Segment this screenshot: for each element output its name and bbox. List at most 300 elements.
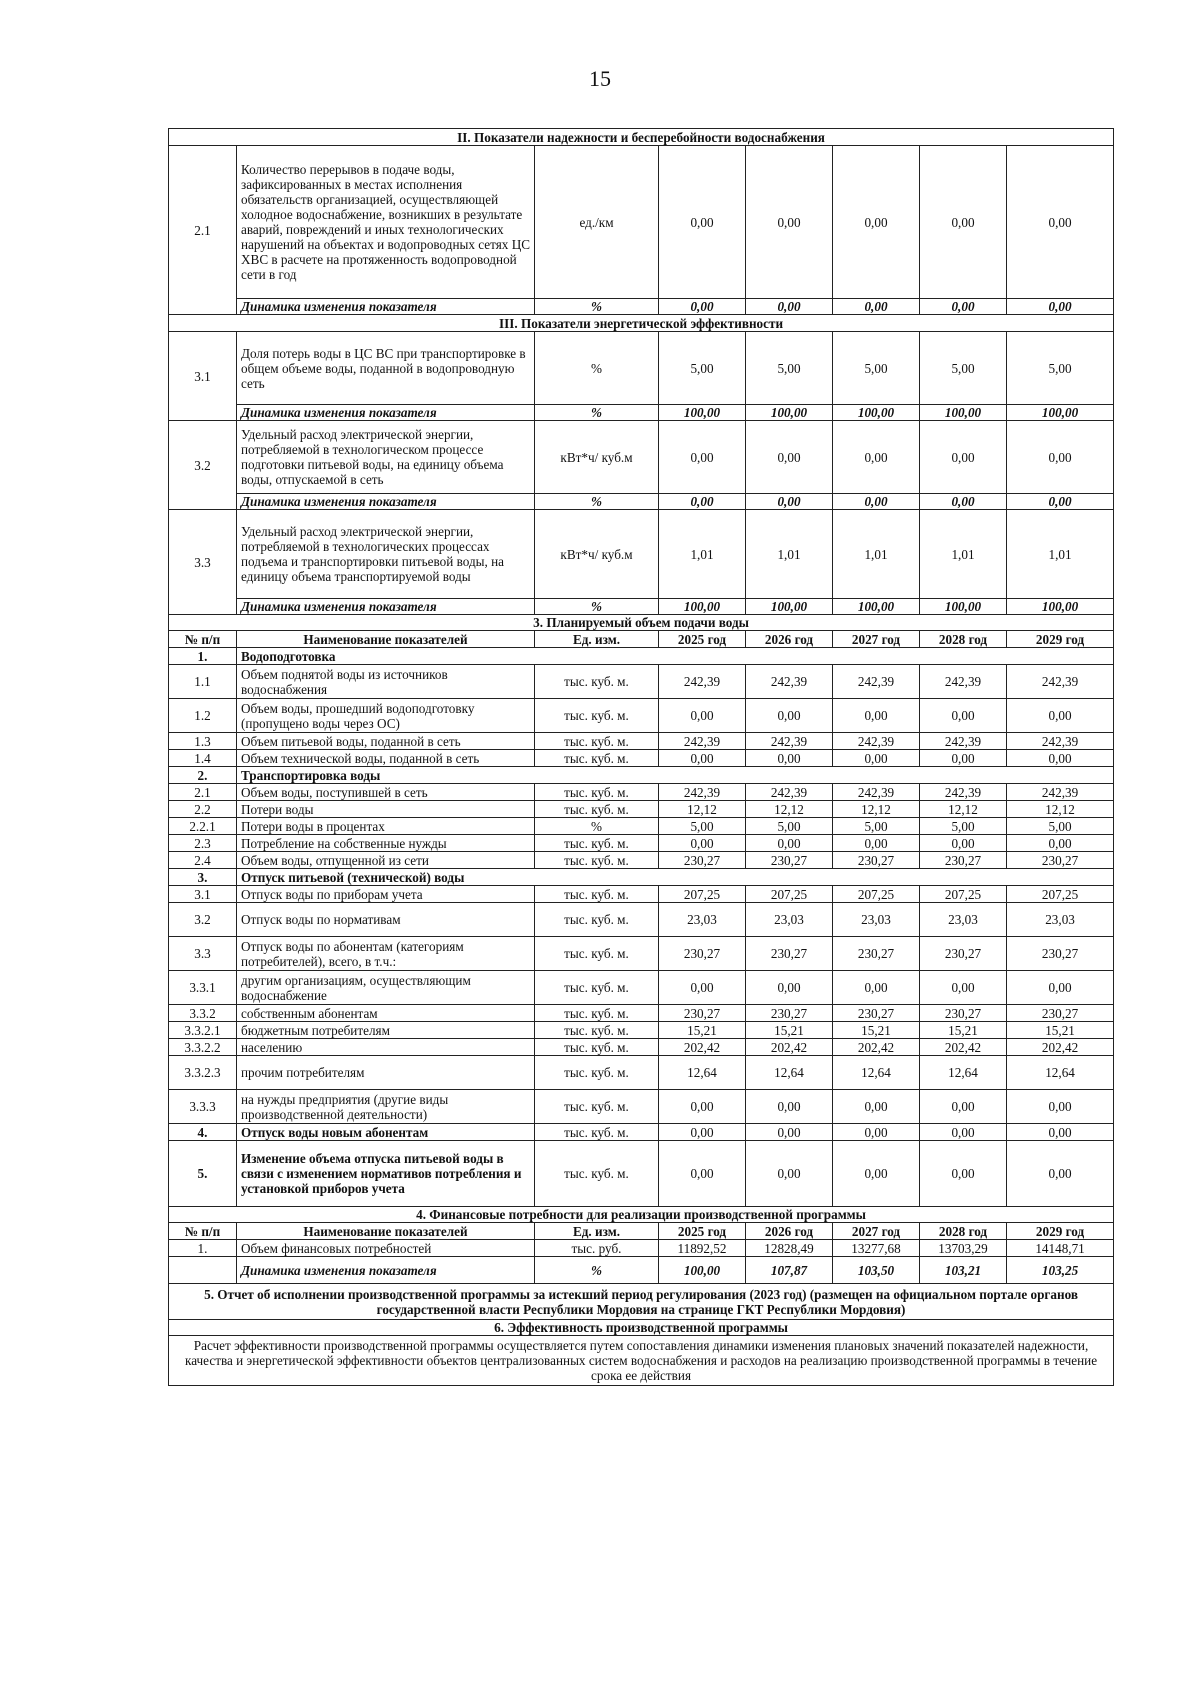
- indicator-name: собственным абонентам: [237, 1005, 535, 1022]
- indicator-name: Потери воды: [237, 801, 535, 818]
- value-cell: 0,00: [659, 1124, 746, 1141]
- indicator-name: Отпуск воды по приборам учета: [237, 886, 535, 903]
- row-number: 2.3: [169, 835, 237, 852]
- section-title-energy: [169, 315, 1114, 332]
- unit: тыс. куб. м.: [535, 937, 659, 971]
- dynamics-row: [169, 1257, 1114, 1284]
- data-row: [169, 971, 1114, 1005]
- group-row: [169, 767, 1114, 784]
- value-cell: 0,00: [1007, 1124, 1114, 1141]
- value-cell: 5,00: [920, 332, 1007, 405]
- unit: тыс. куб. м.: [535, 699, 659, 733]
- dynamics-value: 0,00: [746, 299, 833, 315]
- row-number: 3.: [169, 869, 237, 886]
- value-cell: 230,27: [833, 852, 920, 869]
- section-title-finance: [169, 1207, 1114, 1223]
- column-header: 2027 год: [833, 1223, 920, 1240]
- dynamics-value: 0,00: [1007, 299, 1114, 315]
- value-cell: 0,00: [833, 146, 920, 299]
- value-cell: 12,12: [659, 801, 746, 818]
- value-cell: 230,27: [746, 852, 833, 869]
- value-cell: 5,00: [746, 818, 833, 835]
- value-cell: 242,39: [920, 733, 1007, 750]
- data-row: [169, 818, 1114, 835]
- row-number: 3.1: [169, 332, 237, 421]
- value-cell: 5,00: [1007, 818, 1114, 835]
- dynamics-unit: %: [535, 494, 659, 510]
- column-header: 2028 год: [920, 1223, 1007, 1240]
- section-title-energy-cell: III. Показатели энергетической эффективности: [169, 315, 1114, 332]
- column-header: 2029 год: [1007, 1223, 1114, 1240]
- value-cell: 0,00: [833, 1090, 920, 1124]
- indicator-name: бюджетным потребителям: [237, 1022, 535, 1039]
- dynamics-value: 100,00: [659, 405, 746, 421]
- value-cell: 230,27: [659, 1005, 746, 1022]
- value-cell: 202,42: [1007, 1039, 1114, 1056]
- value-cell: 242,39: [659, 665, 746, 699]
- production-program-table: [168, 128, 1114, 1386]
- column-header: 2026 год: [746, 631, 833, 648]
- value-cell: 0,00: [920, 699, 1007, 733]
- column-header: 2028 год: [920, 631, 1007, 648]
- indicator-name: Объем воды, отпущенной из сети: [237, 852, 535, 869]
- value-cell: 230,27: [833, 937, 920, 971]
- row-number: 1.2: [169, 699, 237, 733]
- column-header: Наименование показателей: [237, 631, 535, 648]
- data-row: [169, 733, 1114, 750]
- indicator-name: Объем воды, прошедший водоподготовку (пропущено воды через ОС): [237, 699, 535, 733]
- value-cell: 13277,68: [833, 1240, 920, 1257]
- value-cell: 12,64: [659, 1056, 746, 1090]
- value-cell: 1,01: [1007, 510, 1114, 599]
- row-number: 1.: [169, 648, 237, 665]
- value-cell: 0,00: [659, 1141, 746, 1207]
- dynamics-value: 100,00: [1007, 599, 1114, 615]
- indicator-name: Объем воды, поступившей в сеть: [237, 784, 535, 801]
- indicator-name: прочим потребителям: [237, 1056, 535, 1090]
- value-cell: 0,00: [746, 421, 833, 494]
- data-row: [169, 1022, 1114, 1039]
- value-cell: 5,00: [746, 332, 833, 405]
- value-cell: 242,39: [920, 665, 1007, 699]
- indicator-name: Отпуск воды по абонентам (категориям потребителей), всего, в т.ч.:: [237, 937, 535, 971]
- value-cell: 230,27: [1007, 1005, 1114, 1022]
- unit: тыс. куб. м.: [535, 784, 659, 801]
- dynamics-value: 100,00: [833, 599, 920, 615]
- dynamics-value: 103,21: [920, 1257, 1007, 1284]
- section-title-finance-cell: 4. Финансовые потребности для реализации производственной программы: [169, 1207, 1114, 1223]
- dynamics-value: 0,00: [1007, 494, 1114, 510]
- indicator-name: на нужды предприятия (другие виды производственной деятельности): [237, 1090, 535, 1124]
- value-cell: 0,00: [1007, 146, 1114, 299]
- value-cell: 5,00: [833, 332, 920, 405]
- value-cell: 1,01: [746, 510, 833, 599]
- indicator-name: другим организациям, осуществляющим водоснабжение: [237, 971, 535, 1005]
- unit: тыс. куб. м.: [535, 1124, 659, 1141]
- data-row: [169, 886, 1114, 903]
- value-cell: 23,03: [659, 903, 746, 937]
- dynamics-label: Динамика изменения показателя: [237, 299, 535, 315]
- value-cell: 14148,71: [1007, 1240, 1114, 1257]
- table-body: [169, 129, 1114, 1386]
- dynamics-unit: %: [535, 299, 659, 315]
- dynamics-label: Динамика изменения показателя: [237, 405, 535, 421]
- value-cell: 5,00: [659, 818, 746, 835]
- value-cell: 0,00: [1007, 971, 1114, 1005]
- value-cell: 0,00: [659, 971, 746, 1005]
- data-row: [169, 1124, 1114, 1141]
- dynamics-value: 100,00: [746, 405, 833, 421]
- row-number: 3.3.2.2: [169, 1039, 237, 1056]
- unit: тыс. куб. м.: [535, 903, 659, 937]
- value-cell: 242,39: [833, 784, 920, 801]
- indicator-name: Удельный расход электрической энергии, потребляемой в технологических процессах подъема и транспортировки питьевой воды, на единицу объема транспортируемой воды: [237, 510, 535, 599]
- section-title-volume: [169, 615, 1114, 631]
- value-cell: 0,00: [1007, 699, 1114, 733]
- section-title-volume-cell: 3. Планируемый объем подачи воды: [169, 615, 1114, 631]
- value-cell: 242,39: [659, 733, 746, 750]
- value-cell: 0,00: [659, 835, 746, 852]
- dynamics-value: 0,00: [659, 299, 746, 315]
- column-header-row: [169, 631, 1114, 648]
- dynamics-unit: %: [535, 405, 659, 421]
- value-cell: 230,27: [659, 852, 746, 869]
- dynamics-value: 0,00: [833, 494, 920, 510]
- value-cell: 0,00: [833, 750, 920, 767]
- indicator-name: населению: [237, 1039, 535, 1056]
- value-cell: 242,39: [746, 733, 833, 750]
- page-number: 15: [589, 66, 611, 91]
- value-cell: 0,00: [920, 1141, 1007, 1207]
- unit: тыс. куб. м.: [535, 852, 659, 869]
- dynamics-row: [169, 494, 1114, 510]
- dynamics-value: 0,00: [920, 494, 1007, 510]
- value-cell: 0,00: [659, 146, 746, 299]
- value-cell: 12828,49: [746, 1240, 833, 1257]
- row-number: 3.3.3: [169, 1090, 237, 1124]
- dynamics-value: 107,87: [746, 1257, 833, 1284]
- value-cell: 23,03: [1007, 903, 1114, 937]
- section-title-reliability: [169, 129, 1114, 146]
- data-row: [169, 852, 1114, 869]
- value-cell: 13703,29: [920, 1240, 1007, 1257]
- unit: тыс. куб. м.: [535, 886, 659, 903]
- indicator-name: Объем поднятой воды из источников водоснабжения: [237, 665, 535, 699]
- value-cell: 0,00: [833, 835, 920, 852]
- value-cell: 15,21: [920, 1022, 1007, 1039]
- data-row: [169, 937, 1114, 971]
- unit: тыс. куб. м.: [535, 1022, 659, 1039]
- value-cell: 12,12: [746, 801, 833, 818]
- group-row: [169, 869, 1114, 886]
- indicator-row: [169, 146, 1114, 299]
- value-cell: 230,27: [920, 937, 1007, 971]
- value-cell: 0,00: [920, 971, 1007, 1005]
- row-number: 4.: [169, 1124, 237, 1141]
- value-cell: 15,21: [746, 1022, 833, 1039]
- value-cell: 0,00: [746, 971, 833, 1005]
- value-cell: 12,64: [833, 1056, 920, 1090]
- value-cell: 0,00: [659, 421, 746, 494]
- value-cell: 0,00: [833, 421, 920, 494]
- row-number: 1.: [169, 1240, 237, 1257]
- value-cell: 0,00: [746, 1090, 833, 1124]
- column-header: № п/п: [169, 631, 237, 648]
- dynamics-unit: %: [535, 599, 659, 615]
- value-cell: 0,00: [746, 750, 833, 767]
- value-cell: 242,39: [746, 784, 833, 801]
- row-number: 3.3.1: [169, 971, 237, 1005]
- value-cell: 230,27: [746, 937, 833, 971]
- dynamics-value: 100,00: [1007, 405, 1114, 421]
- column-header: 2025 год: [659, 1223, 746, 1240]
- dynamics-value: 100,00: [920, 599, 1007, 615]
- value-cell: 23,03: [833, 903, 920, 937]
- value-cell: 0,00: [833, 971, 920, 1005]
- value-cell: 242,39: [833, 665, 920, 699]
- value-cell: 202,42: [833, 1039, 920, 1056]
- value-cell: 0,00: [746, 1124, 833, 1141]
- value-cell: 0,00: [1007, 750, 1114, 767]
- value-cell: 23,03: [746, 903, 833, 937]
- section-title-report: [169, 1284, 1114, 1320]
- indicator-name: Объем технической воды, поданной в сеть: [237, 750, 535, 767]
- value-cell: 207,25: [833, 886, 920, 903]
- row-number: 3.3: [169, 510, 237, 615]
- row-number: 2.4: [169, 852, 237, 869]
- value-cell: 242,39: [833, 733, 920, 750]
- row-number: 3.3.2: [169, 1005, 237, 1022]
- value-cell: 5,00: [659, 332, 746, 405]
- data-row: [169, 784, 1114, 801]
- dynamics-label: Динамика изменения показателя: [237, 1257, 535, 1284]
- column-header: Ед. изм.: [535, 1223, 659, 1240]
- value-cell: 0,00: [746, 835, 833, 852]
- row-number: 2.: [169, 767, 237, 784]
- value-cell: 230,27: [1007, 937, 1114, 971]
- data-row: [169, 903, 1114, 937]
- row-number: 3.3.2.1: [169, 1022, 237, 1039]
- indicator-row: [169, 332, 1114, 405]
- row-number: 3.3.2.3: [169, 1056, 237, 1090]
- value-cell: 0,00: [659, 1090, 746, 1124]
- dynamics-unit: %: [535, 1257, 659, 1284]
- indicator-name: Потери воды в процентах: [237, 818, 535, 835]
- unit: тыс. куб. м.: [535, 750, 659, 767]
- value-cell: 230,27: [746, 1005, 833, 1022]
- indicator-name: Отпуск воды новым абонентам: [237, 1124, 535, 1141]
- unit: тыс. куб. м.: [535, 835, 659, 852]
- group-name: Отпуск питьевой (технической) воды: [237, 869, 1114, 886]
- value-cell: 242,39: [659, 784, 746, 801]
- value-cell: 202,42: [659, 1039, 746, 1056]
- value-cell: 0,00: [746, 699, 833, 733]
- dynamics-value: 100,00: [659, 599, 746, 615]
- dynamics-label: Динамика изменения показателя: [237, 494, 535, 510]
- data-row: [169, 699, 1114, 733]
- unit: тыс. куб. м.: [535, 801, 659, 818]
- value-cell: 0,00: [746, 1141, 833, 1207]
- row-number: 2.2: [169, 801, 237, 818]
- unit: тыс. куб. м.: [535, 1039, 659, 1056]
- value-cell: 0,00: [659, 750, 746, 767]
- value-cell: 12,12: [920, 801, 1007, 818]
- indicator-name: Объем финансовых потребностей: [237, 1240, 535, 1257]
- unit: тыс. куб. м.: [535, 971, 659, 1005]
- value-cell: 207,25: [1007, 886, 1114, 903]
- unit: %: [535, 818, 659, 835]
- value-cell: 1,01: [833, 510, 920, 599]
- value-cell: 202,42: [920, 1039, 1007, 1056]
- dynamics-value: 100,00: [746, 599, 833, 615]
- indicator-name: Потребление на собственные нужды: [237, 835, 535, 852]
- value-cell: 5,00: [833, 818, 920, 835]
- unit: кВт*ч/ куб.м: [535, 510, 659, 599]
- value-cell: 230,27: [833, 1005, 920, 1022]
- unit: тыс. куб. м.: [535, 1005, 659, 1022]
- value-cell: 0,00: [659, 699, 746, 733]
- value-cell: 15,21: [659, 1022, 746, 1039]
- value-cell: 207,25: [746, 886, 833, 903]
- section-title-reliability-cell: II. Показатели надежности и бесперебойности водоснабжения: [169, 129, 1114, 146]
- value-cell: 5,00: [920, 818, 1007, 835]
- value-cell: 230,27: [920, 852, 1007, 869]
- value-cell: 242,39: [1007, 665, 1114, 699]
- value-cell: 1,01: [659, 510, 746, 599]
- value-cell: 23,03: [920, 903, 1007, 937]
- value-cell: 0,00: [920, 1124, 1007, 1141]
- column-header: Ед. изм.: [535, 631, 659, 648]
- value-cell: 0,00: [920, 146, 1007, 299]
- value-cell: 0,00: [920, 421, 1007, 494]
- indicator-name: Количество перерывов в подаче воды, зафиксированных в местах исполнения обязательств организацией, осуществляющей холодное водоснабжение, возникших в результате аварий, повреждений и иных технологических нарушений на объектах и водопроводных сетях ЦС ХВС в расчете на протяженность водопроводной сети в год: [237, 146, 535, 299]
- data-row: [169, 1039, 1114, 1056]
- dynamics-value: 103,50: [833, 1257, 920, 1284]
- data-row: [169, 835, 1114, 852]
- column-header: № п/п: [169, 1223, 237, 1240]
- indicator-name: Отпуск воды по нормативам: [237, 903, 535, 937]
- efficiency-text-row: [169, 1336, 1114, 1386]
- value-cell: 0,00: [746, 146, 833, 299]
- group-name: Транспортировка воды: [237, 767, 1114, 784]
- data-row: [169, 665, 1114, 699]
- value-cell: 0,00: [920, 750, 1007, 767]
- column-header: 2026 год: [746, 1223, 833, 1240]
- data-row: [169, 1141, 1114, 1207]
- unit: тыс. руб.: [535, 1240, 659, 1257]
- value-cell: 230,27: [920, 1005, 1007, 1022]
- data-row: [169, 1240, 1114, 1257]
- value-cell: 207,25: [920, 886, 1007, 903]
- unit: тыс. куб. м.: [535, 1056, 659, 1090]
- value-cell: 230,27: [1007, 852, 1114, 869]
- value-cell: 0,00: [1007, 1141, 1114, 1207]
- row-number: 1.4: [169, 750, 237, 767]
- column-header: 2029 год: [1007, 631, 1114, 648]
- efficiency-title-cell: 6. Эффективность производственной программы: [169, 1320, 1114, 1336]
- group-row: [169, 648, 1114, 665]
- value-cell: 12,64: [1007, 1056, 1114, 1090]
- column-header: Наименование показателей: [237, 1223, 535, 1240]
- row-number: 1.3: [169, 733, 237, 750]
- empty-cell: [169, 1257, 237, 1284]
- dynamics-row: [169, 299, 1114, 315]
- value-cell: 0,00: [1007, 421, 1114, 494]
- dynamics-row: [169, 405, 1114, 421]
- value-cell: 0,00: [1007, 835, 1114, 852]
- dynamics-value: 0,00: [746, 494, 833, 510]
- unit: кВт*ч/ куб.м: [535, 421, 659, 494]
- value-cell: 0,00: [920, 835, 1007, 852]
- row-number: 2.2.1: [169, 818, 237, 835]
- value-cell: 0,00: [833, 1124, 920, 1141]
- column-header: 2027 год: [833, 631, 920, 648]
- value-cell: 12,12: [833, 801, 920, 818]
- value-cell: 0,00: [833, 1141, 920, 1207]
- data-row: [169, 1090, 1114, 1124]
- dynamics-value: 0,00: [659, 494, 746, 510]
- unit: тыс. куб. м.: [535, 1141, 659, 1207]
- value-cell: 15,21: [1007, 1022, 1114, 1039]
- value-cell: 207,25: [659, 886, 746, 903]
- value-cell: 0,00: [833, 699, 920, 733]
- value-cell: 242,39: [1007, 733, 1114, 750]
- value-cell: 202,42: [746, 1039, 833, 1056]
- row-number: 2.1: [169, 146, 237, 315]
- data-row: [169, 1005, 1114, 1022]
- value-cell: 0,00: [1007, 1090, 1114, 1124]
- row-number: 3.3: [169, 937, 237, 971]
- indicator-name: Объем питьевой воды, поданной в сеть: [237, 733, 535, 750]
- value-cell: 242,39: [920, 784, 1007, 801]
- value-cell: 230,27: [659, 937, 746, 971]
- indicator-name: Доля потерь воды в ЦС ВС при транспортировке в общем объеме воды, поданной в водопроводную сеть: [237, 332, 535, 405]
- group-name: Водоподготовка: [237, 648, 1114, 665]
- indicator-name: Удельный расход электрической энергии, потребляемой в технологическом процессе подготовки питьевой воды, на единицу объема воды, отпускаемой в сеть: [237, 421, 535, 494]
- dynamics-label: Динамика изменения показателя: [237, 599, 535, 615]
- dynamics-value: 0,00: [920, 299, 1007, 315]
- row-number: 3.2: [169, 421, 237, 510]
- section-title-efficiency: [169, 1320, 1114, 1336]
- row-number: 3.2: [169, 903, 237, 937]
- column-header: 2025 год: [659, 631, 746, 648]
- value-cell: 15,21: [833, 1022, 920, 1039]
- indicator-row: [169, 510, 1114, 599]
- dynamics-value: 0,00: [833, 299, 920, 315]
- unit: ед./км: [535, 146, 659, 299]
- value-cell: 12,12: [1007, 801, 1114, 818]
- value-cell: 5,00: [1007, 332, 1114, 405]
- value-cell: 12,64: [746, 1056, 833, 1090]
- dynamics-value: 100,00: [659, 1257, 746, 1284]
- value-cell: 242,39: [1007, 784, 1114, 801]
- indicator-row: [169, 421, 1114, 494]
- value-cell: 1,01: [920, 510, 1007, 599]
- data-row: [169, 1056, 1114, 1090]
- row-number: 1.1: [169, 665, 237, 699]
- row-number: 5.: [169, 1141, 237, 1207]
- unit: тыс. куб. м.: [535, 665, 659, 699]
- row-number: 3.1: [169, 886, 237, 903]
- value-cell: 11892,52: [659, 1240, 746, 1257]
- dynamics-value: 103,25: [1007, 1257, 1114, 1284]
- report-title-cell: 5. Отчет об исполнении производственной программы за истекший период регулирования (2023 год) (размещен на официальном портале органов государственной власти Республики Мордовия на странице ГКТ Республики Мордовия): [169, 1284, 1114, 1320]
- efficiency-text: Расчет эффективности производственной программы осуществляется путем сопоставления динамики изменения плановых значений показателей надежности, качества и энергетической эффективности объектов централизованных систем водоснабжения и расходов на реализацию производственной программы в течение срока ее действия: [169, 1336, 1114, 1386]
- column-header-row: [169, 1223, 1114, 1240]
- dynamics-row: [169, 599, 1114, 615]
- dynamics-value: 100,00: [920, 405, 1007, 421]
- unit: тыс. куб. м.: [535, 1090, 659, 1124]
